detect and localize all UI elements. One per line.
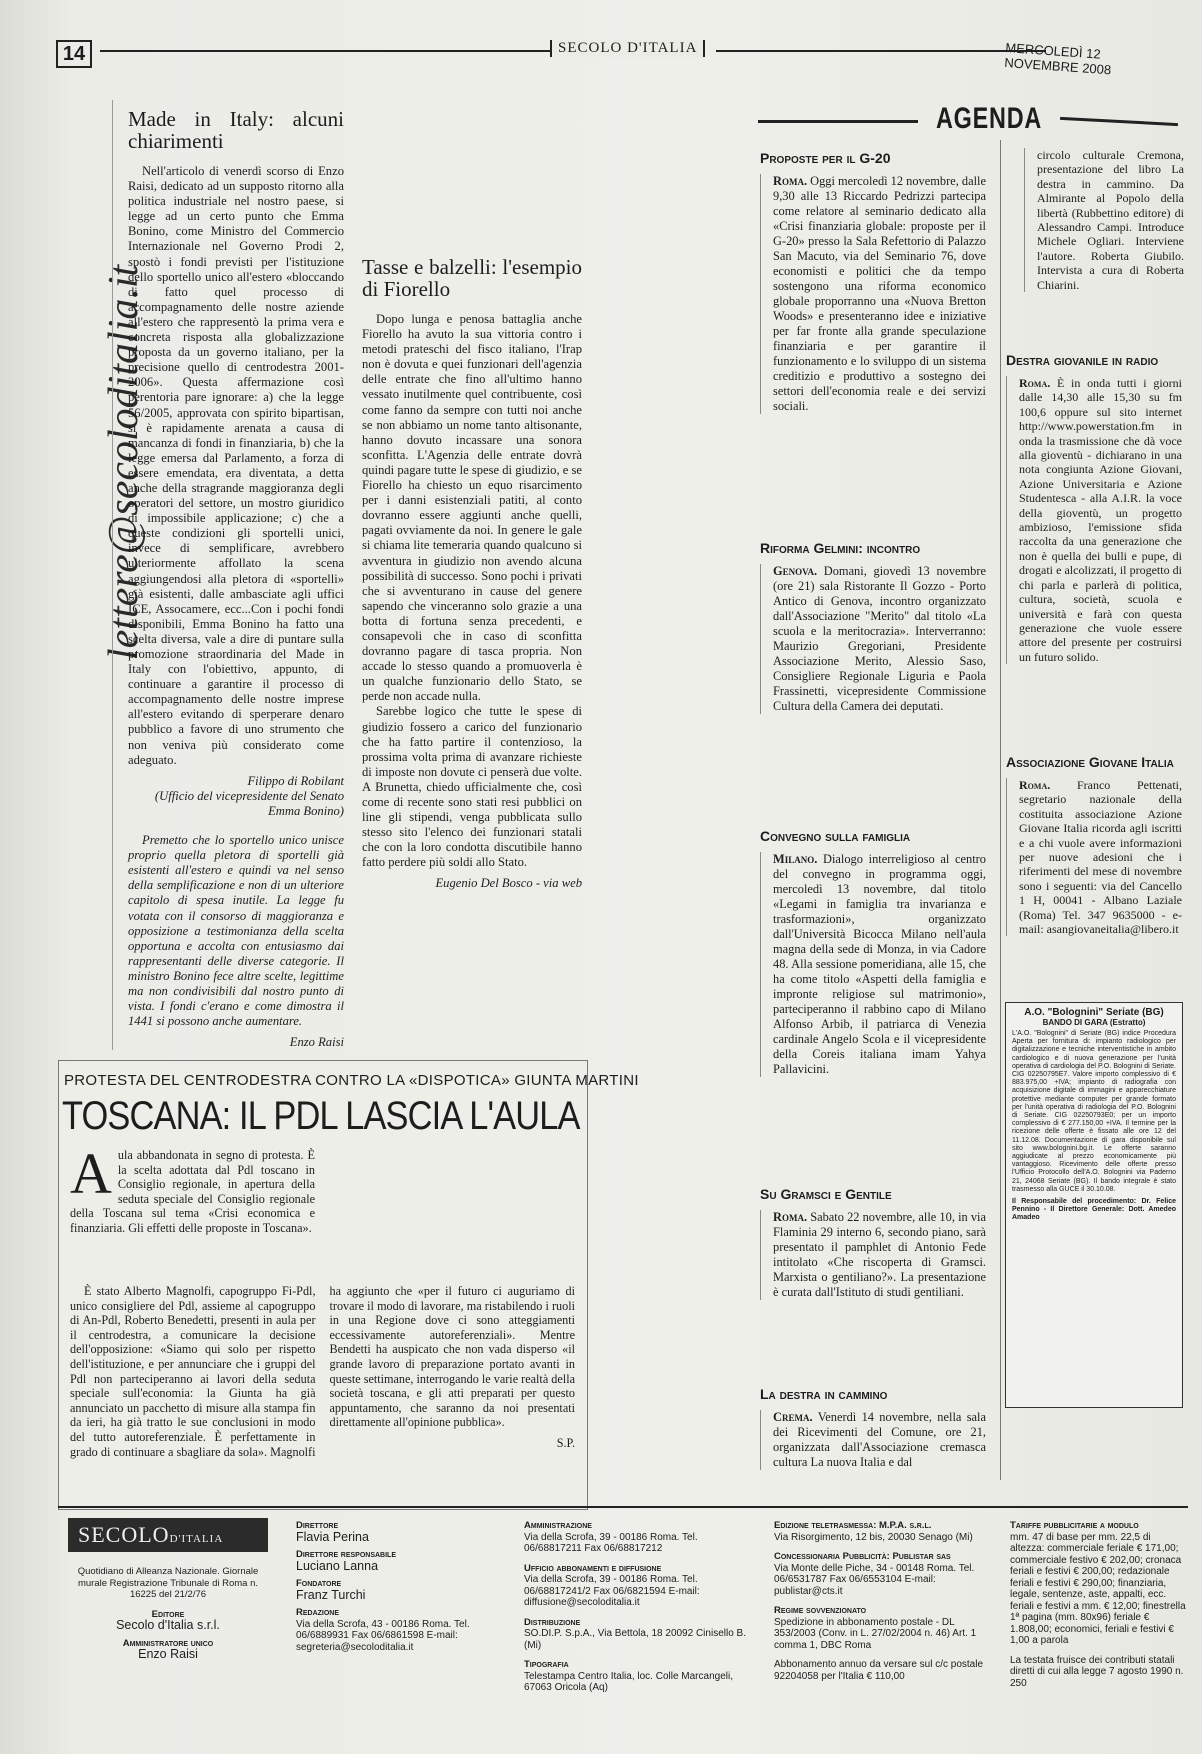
footer-administration xyxy=(524,1520,754,1694)
footer-value: Via della Scrofa, 39 - 00186 Roma. Tel. 06/68817241/2 Fax 06/6821594 E-mail: diffusione@secoloditalia.it xyxy=(524,1574,700,1608)
agenda-item-place: Roma. xyxy=(773,174,808,188)
letter-body: Nell'articolo di venerdì scorso di Enzo Raisi, dedicato ad un supposto ritorno alla politica industriale nel nostro paese, si legge ad un certo punto che Emma Bonino, come Ministro del Commercio Internazionale nel Governo Prodi 2, spostò i fondi previsti per l'istituzione dello sportello unico all'estero «bloccando di fatto quel processo di accompagnamento delle nostre aziende all'estero che rappresentò la prima vera e concreta risposta alla globalizzazione proposta da un governo italiano, per la precisione quello di centrodestra 2001-2006». Questa affermazione così perentoria pare ignorare: a) che la legge 56/2005, approvata con spirito bipartisan, si è rapidamente arenata a causa di mancanza di fondi in finanziaria, b) che la legge emersa dal Parlamento, a forza di essere emendata, era diventata, a detta anche della stragrande maggioranza degli operatori del settore, un mostro giuridico di impossibile applicazione; c) che a queste condizioni gli sportelli unici, invece di semplificare, avrebbero ulteriormente affollato la scena aggiungendosi alla pletora di «sportelli» già esistenti, dalle ambasciate agli uffici ICE, Assocamere, ecc...Con i pochi fondi disponibili, Emma Bonino ha fatto una scelta diversa, vale a dire di puntare sulla promozione straordinaria del Made in Italy con l'obiettivo, appunto, di continuare a garantire il processo di accompagnamento delle nostre imprese all'estero evitando di sperperare denaro pubblico a favore di uno strumento che non veniva più considerato come adeguato. xyxy=(128,164,344,767)
letter-body: Dopo lunga e penosa battaglia anche Fiorello ha avuto la sua vittoria contro i metodi prateschi del fisco italiano, l'Irap non è dovuta e quei funzionari dell'agenzia delle entrate che fino all'ultimo hanno vessato inutilmente quel contribuente, così come fanno da sempre con tutti noi anche se non abbiamo un nome tanto altisonante, hanno dovuto incassare una sonora sconfitta. L'Agenzia delle entrate dovrà quindi pagare tutte le spese di giudizio, e se Fiorello ha chiesto un equo risarcimento per i danni esistenziali patiti, al conto dovranno essere aggiunti anche quelli, pagati ovviamente da noi. In genere le gale si chiama lite temeraria quando qualcuno si avventura in giudizio non avendo alcuna possibilità di successo. Sono pochi i privati che si avventurano in cause del genere sapendo che vinceranno solo grazie a una botta di fortuna senza precedenti, e consapevoli che in caso di sconfitta dovranno pagare di tasca propria. Non accade lo stesso quando a promuoverla è un qualche funzionario dello Stato, se perde non accade nulla. xyxy=(362,312,582,704)
newspaper-name: SECOLO D'ITALIA xyxy=(550,40,705,57)
footer-value: Via della Scrofa, 39 - 00186 Roma. Tel. 06/68817211 Fax 06/68817212 xyxy=(524,1531,698,1554)
footer-label: Amministratore unico xyxy=(122,1637,214,1649)
footer-logo-small: D'ITALIA xyxy=(169,1533,224,1545)
agenda-item xyxy=(760,828,986,1077)
article-body: ula abbandonata in segno di protesta. È la scelta adottata dal Pdl toscano in Consiglio regionale, in apertura della seduta speciale del Consiglio regionale della Toscana sul tema «Crisi economica e finanziaria. Gli effetti delle proposte in Toscana». xyxy=(70,1148,315,1235)
footer-value: Telestampa Centro Italia, loc. Colle Marcangeli, 67063 Oricola (Aq) xyxy=(524,1670,733,1693)
tender-text: L'A.O. "Bolognini" di Seriate (BG) indice Procedura Aperta per fornitura di: impianto radiologico per digitalizzazione e tecniche interventistiche in ambito cardiologico e di nuova generazione per l'unità operativa di cardiologia del P.O. Bolognini di Seriate. CIG 02250795E7. Valore importo complessivo di € 883.975,00 +IVA; impianto di radiografia con acquisizione digitale di immagini e apparecchiature protettive mediante computer per grande formato per l'unità operativa di radiologia del P.O. Bolognini di Seriate. CIG 02250793E0; per un importo complessivo di € 277.150,00 +IVA. Il termine per la ricezione delle offerte è fissato alle ore 12 del 11.12.08. Documentazione di gara disponibile sul sito www.bolognini.bg.it. Le offerte saranno aggiudicate al prezzo economicamente più vantaggioso. Ricevimento delle offerte presso l'Ufficio Protocollo dell'A.O. Bolognini via Paderno 21, 24068 Seriate (BG). Il bando integrale è stato trasmesso alla GUCE il 30.10.08. xyxy=(1012,1030,1176,1193)
agenda-item-heading: Associazione Giovane Italia xyxy=(1006,754,1174,770)
agenda-item-text: Oggi mercoledì 12 novembre, dalle 9,30 alle 13 Riccardo Pedrizzi partecipa come relatore al seminario dedicato alla «Crisi finanziaria globale: proposte per il G-20» presso la Sala Refettorio di Palazzo San Macuto, via del Seminario 76, dove economisti e politici che da tempo sostengono una riforma economico globale proporranno una «Nuova Bretton Woods» e presenteranno idee e iniziative per far fronte alla grande speculazione finanziaria e per garantire il funzionamento e lo sviluppo di un sistema creditizio e produttivo a sostegno dei settori dell'economia reale e dei servizi sociali. xyxy=(773,174,986,413)
issue-date: MERCOLEDÌ 12 NOVEMBRE 2008 xyxy=(1003,40,1112,78)
footer-label: Tipografia xyxy=(524,1659,569,1670)
footer-label: Direttore xyxy=(296,1520,339,1531)
header-rule xyxy=(716,50,1046,52)
footer-value: Via della Scrofa, 43 - 00186 Roma. Tel. 06/6889931 Fax 06/6861598 E-mail: segreteria@secoloditalia.it xyxy=(296,1618,470,1653)
agenda-item xyxy=(1006,754,1182,936)
footer-label: Distribuzione xyxy=(524,1616,581,1628)
footer-tariffs xyxy=(1010,1520,1186,1689)
column-rule xyxy=(1000,140,1001,1480)
footer-label: Edizione teletrasmessa: M.P.A. s.r.l. xyxy=(774,1520,932,1531)
footer-masthead-info xyxy=(68,1566,268,1667)
footer-logo-main: SECOLO xyxy=(78,1522,170,1547)
footer-distribution xyxy=(774,1520,994,1682)
letter-title: Made in Italy: alcuni chiarimenti xyxy=(128,107,344,153)
footer-value: Abbonamento annuo da versare sul c/c postale 92204058 per l'Italia € 110,00 xyxy=(774,1659,984,1682)
agenda-rule xyxy=(1060,117,1178,126)
footer-value: Enzo Raisi xyxy=(138,1647,198,1661)
footer-label: Ufficio abbonamenti e diffusione xyxy=(524,1562,662,1574)
footer-value: Via Risorgimento, 12 bis, 20030 Senago (Mi) xyxy=(774,1531,973,1543)
footer-label: Fondatore xyxy=(296,1578,342,1589)
reply-signature: Enzo Raisi xyxy=(289,1035,344,1050)
article-body: È stato Alberto Magnolfi, capogruppo Fi-Pdl, unico consigliere del Pdl, assieme al capogruppo di An-Pdl, Roberto Benedetti, presenti in aula per il centrodestra, a comunicare la decisione dell'opposizione: «Siamo qui solo per rispetto dell'istituzione, e per annunciare che i gruppi del Pdl non parteciperanno ai lavori della seduta speciale sull'economia: la Giunta ha già annunciato un pacchetto di misure alla stampa fin da ieri, ha già tratto le sue conclusioni in modo del tutto autoreferenziale. È perfettamente in grado di continuare a sbagliare da sola». Magnolfi ha aggiunto che «per il futuro ci auguriamo di trovare il modo di lavorare, ma ristabilendo i ruoli in una Regione dove ci sono atteggiamenti eccessivamente autoreferenziali». Mentre Bendetti ha auspicato che non vada disperso «il grande lavoro di preparazione portato avanti in queste settimane, interrogando le varie realtà della società toscana, e gli atti preparati per questo appuntamento, che saranno da noi presentati direttamente all'opinione pubblica». xyxy=(70,1284,575,1459)
agenda-item xyxy=(760,150,986,414)
agenda-item-place: Roma. xyxy=(1019,778,1051,792)
article-signature: S.P. xyxy=(556,1435,575,1450)
masthead-footer xyxy=(58,1506,1188,1746)
letter-signature-role: (Ufficio del vicepresidente del Senato Emma Bonino) xyxy=(154,788,344,818)
footer-label: Tariffe pubblicitarie a modulo xyxy=(1010,1520,1139,1531)
agenda-item-continued xyxy=(1024,148,1184,292)
agenda-title: AGENDA xyxy=(936,102,1043,135)
agenda-item-text: Franco Pettenati, segretario nazionale della costituita associazione Azione Giovane Italia ricorda agli iscritti e a chi vuole avere informazioni per nuove adesioni che i riferimenti del mese di novembre sono i seguenti: via del Cancello 1 H, 00041 - Albano Laziale (Roma) Tel. 347 9635000 - e-mail: asangiovaneitalia@libero.it xyxy=(1019,778,1182,937)
footer-label: Concessionaria Pubblicità: Publistar sas xyxy=(774,1551,951,1562)
agenda-item-heading: Destra giovanile in radio xyxy=(1006,352,1159,368)
tender-title: A.O. "Bolognini" Seriate (BG) xyxy=(1024,1007,1164,1018)
page-header xyxy=(56,40,1176,78)
agenda-item xyxy=(760,540,986,714)
footer-label: Amministrazione xyxy=(524,1520,592,1531)
editor-reply: Premetto che lo sportello unico unisce proprio quella pletora di sportelli già esistenti all'estero e quindi va nel senso della semplificazione e non di un ulteriore capitolo di spesa inutile. La legge fu votata con il consorso di maggioranza e opposizione a testimonianza della scelta opportuna e accolta con entusiasmo dai rappresentanti delle diverse categorie. Il ministro Bonino fece altre scelte, legittime ma non condivisibili dal nostro punto di vista. I fondi c'erano e come dimostra il 1441 si possono anche aumentare. xyxy=(128,833,344,1029)
agenda-header xyxy=(758,100,1178,140)
column-rule xyxy=(112,100,113,1050)
footer-logo xyxy=(68,1518,268,1552)
agenda-item-place: Crema. xyxy=(773,1410,813,1424)
agenda-item-text: circolo culturale Cremona, presentazione del libro La destra in cammino. Da Almirante al Popolo della libertà (Rubbettino editore) di Alessandro Campi. Introduce Michele Ogliari. Interviene l'autore. Roberta Giubilo. Intervista a cura di Roberta Chiarini. xyxy=(1037,148,1184,292)
agenda-item-text: È in onda tutti i giorni dalle 14,30 alle 15,30 su fm 100,6 oppure sul sito internet http://www.powerstation.fm in onda la trasmissione che dà voce alla gioventù - dichiarano in una nota congiunta Azione Giovani, Azione Universitaria e Azione Studentesca - alla A.I.R. la voce della gioventù, un progetto ambizioso, l'emissione sfida raccolta da una generazione che non è quella dei bulli e pupe, di drogati e alcolizzati, il progetto di chi parla e parlerà di politica, cultura, società, scuola e università e farà con questa generazione che vuole essere attore del presente per costruirsi un futuro solido. xyxy=(1019,376,1183,664)
agenda-item-place: Genova. xyxy=(773,564,818,578)
toscana-col-2 xyxy=(70,1284,575,1494)
footer-label: Redazione xyxy=(296,1607,340,1618)
letters-email xyxy=(60,100,147,660)
footer-value: mm. 47 di base per mm. 22,5 di altezza: commerciale feriale € 171,00; commerciale festivo € 202,00; cronaca feriali e festivi € 200,00; redazionale feriali e festivi € 290,00; finanziaria, legale, sentenze, aste, appalti, ecc. feriali e festivi a mm. € 12,00; finestrella 1ª pagina (mm. 80x96) feriale € 1.808,00; economici, feriali e festivi € 1,00 a parola xyxy=(1010,1531,1186,1646)
agenda-item-text: Venerdì 14 novembre, nella sala dei Ricevimenti del Comune, ore 21, organizzata dall'Associazione cremasca cultura La nuova Italia e dal xyxy=(773,1410,986,1469)
tender-subtitle: BANDO DI GARA (Estratto) xyxy=(1042,1018,1146,1027)
footer-value: Luciano Lanna xyxy=(296,1558,379,1573)
agenda-item-text: Dialogo interreligioso al centro del convegno in programma oggi, mercoledì 13 novembre, dal titolo «Legami in famiglia tra invarianza e trasformazioni», organizzato dall'Università Bicocca Milano nell'aula magna della sede di Monza, in via Cadore 48. Alla sessione pomeridiana, alle 15, che ha come titolo «Aspetti della famiglia e impronte religiose sul matrimonio», parteciperanno il rabbino capo di Milano Alfonso Arbib, il patriarca di Venezia cardinale Angelo Scola e il vicepresidente della Coreis italiana imam Yahya Pallavicini. xyxy=(773,852,986,1076)
agenda-item xyxy=(760,1186,986,1300)
page-number: 14 xyxy=(56,40,92,68)
article-headline: TOSCANA: IL PDL LASCIA L'AULA xyxy=(62,1094,580,1138)
article-kicker: PROTESTA DEL CENTRODESTRA CONTRO LA «DISPOTICA» GIUNTA MARTINI xyxy=(64,1072,639,1089)
footer-value: Flavia Perina xyxy=(296,1529,369,1544)
footer-value: Via Monte delle Piche, 34 - 00148 Roma. Tel. 06/6531787 Fax 06/6553104 E-mail: publistar@cts.it xyxy=(774,1562,975,1597)
footer-value: Spedizione in abbonamento postale - DL 353/2003 (Conv. in L. 27/02/2004 n. 46) Art. 1 comma 1, DBC Roma xyxy=(774,1616,977,1651)
letter-signature: Filippo di Robilant xyxy=(247,773,344,788)
agenda-item-place: Milano. xyxy=(773,852,818,866)
letter-title: Tasse e balzelli: l'esempio di Fiorello xyxy=(362,255,582,301)
letter-made-in-italy xyxy=(128,108,344,1050)
agenda-item-text: Sabato 22 novembre, alle 10, in via Flaminia 29 interno 6, secondo piano, sarà presentato il pamphlet di Antonio Fede intitolato «Che riscoperta di Gramsci. Marxista o gentiliano?». La presentazione è curata dall'Istituto di studi gentiliani. xyxy=(773,1210,986,1299)
agenda-item-heading: Proposte per il G-20 xyxy=(760,150,891,166)
footer-value: La testata fruisce dei contributi statali diretti di cui alla legge 7 agosto 1990 n. 250 xyxy=(1010,1654,1184,1689)
footer-label: Regime sovvenzionato xyxy=(774,1605,867,1616)
footer-value: Franz Turchi xyxy=(296,1587,366,1602)
letter-fiorello xyxy=(362,256,582,892)
masthead-info-text: Quotidiano di Alleanza Nazionale. Giornale murale Registrazione Tribunale di Roma n. 16225 del 21/2/76 xyxy=(77,1566,259,1600)
toscana-col-1 xyxy=(70,1141,315,1236)
header-rule xyxy=(100,50,600,52)
agenda-item-place: Roma. xyxy=(1019,376,1051,390)
agenda-item-heading: Riforma Gelmini: incontro xyxy=(760,540,921,556)
agenda-item-heading: Su Gramsci e Gentile xyxy=(760,1186,892,1202)
agenda-item xyxy=(760,1386,986,1470)
agenda-item xyxy=(1006,352,1182,664)
tender-footer: Il Responsabile del procedimento: Dr. Felice Pennino - Il Direttore Generale: Dott. Amedeo Amadeo xyxy=(1012,1198,1176,1222)
letter-body: Sarebbe logico che tutte le spese di giudizio fossero a carico del funzionario che ha fatto partire il contenzioso, la prossima volta prima di avanzare richieste di imposte non dovute ci penserà due volte. A Brunetta, chiedo ufficialmente che, così come di recente sono stati resi pubblici on line gli stipendi, venga pubblicata sullo stesso sito l'elenco dei funzionari statali che con la loro condotta discutibile hanno fatto perdere più soldi allo Stato. xyxy=(362,704,582,870)
footer-label: Direttore responsabile xyxy=(296,1549,396,1560)
footer-value: Secolo d'Italia s.r.l. xyxy=(116,1618,220,1632)
letter-signature: Eugenio Del Bosco - via web xyxy=(435,876,582,891)
agenda-item-heading: La destra in cammino xyxy=(760,1386,888,1402)
agenda-rule xyxy=(758,120,918,123)
drop-cap: A xyxy=(70,1141,112,1206)
tender-notice-box xyxy=(1005,1002,1183,1408)
footer-direction xyxy=(296,1520,506,1653)
agenda-item-place: Roma. xyxy=(773,1210,808,1224)
agenda-item-heading: Convegno sulla famiglia xyxy=(760,828,911,844)
footer-value: SO.DI.P. S.p.A., Via Bettola, 18 20092 Cinisello B. (Mi) xyxy=(524,1628,746,1651)
agenda-item-text: Domani, giovedì 13 novembre (ore 21) sala Ristorante Il Gozzo - Porto Antico di Genova, incontro organizzato dall'Associazione "Merito" dal titolo «La scuola e la meritocrazia». Interverranno: Maurizio Gregoriani, Presidente Associazione Merito, Alessio Saso, Consigliere Regionale Liguria e Paola Frassinetti, vicepresidente Commissione Cultura della Camera dei deputati. xyxy=(773,564,986,713)
letters-email-text: lettere@secoloditalia.it xyxy=(101,264,147,660)
footer-label: Editore xyxy=(151,1608,185,1620)
